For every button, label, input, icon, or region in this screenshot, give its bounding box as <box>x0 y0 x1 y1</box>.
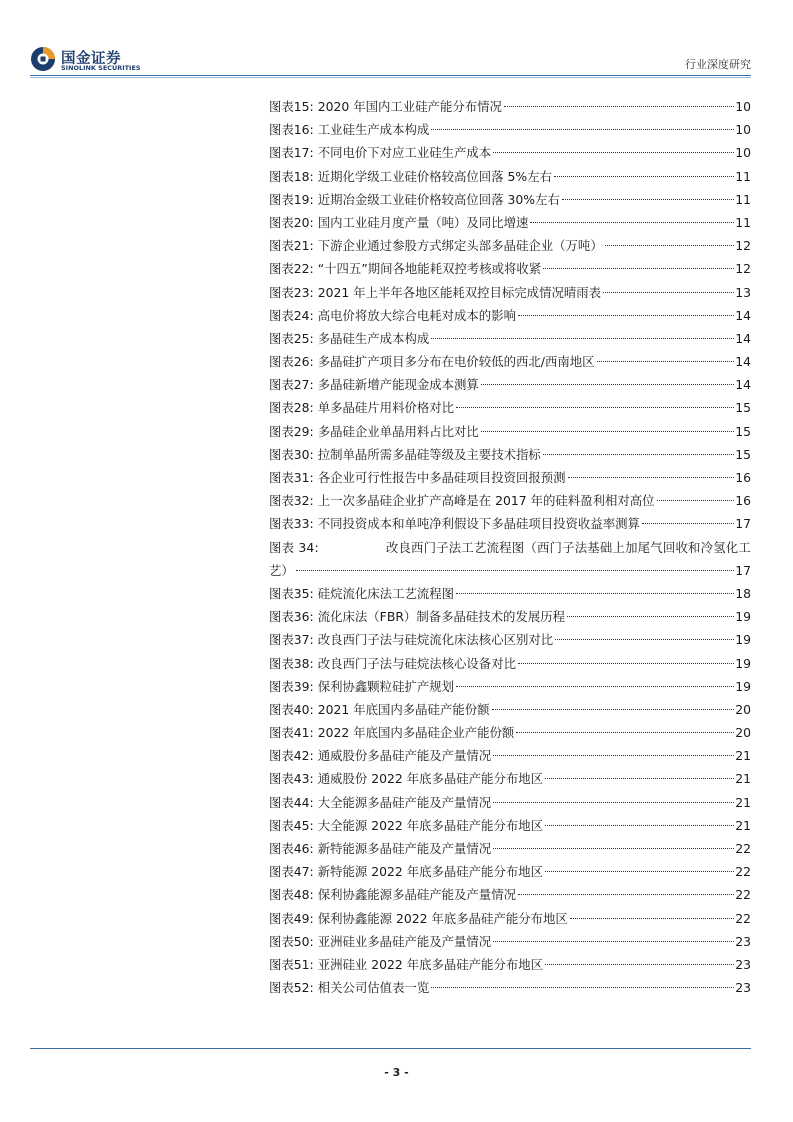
header-divider <box>30 75 751 76</box>
toc-entry[interactable] <box>269 420 751 443</box>
toc-entry-number: 图表46: <box>269 841 314 857</box>
toc-entry-title: 大全能源多晶硅产能及产量情况 <box>317 794 492 810</box>
logo-chinese-name: 国金证券 <box>61 51 121 67</box>
toc-entry[interactable] <box>269 489 751 512</box>
toc-entry-number: 图表38: <box>269 655 314 671</box>
toc-entry-title: 国内工业硅月度产量（吨）及同比增速 <box>317 214 529 230</box>
toc-leader-dots <box>567 616 734 617</box>
toc-entry[interactable] <box>269 976 751 999</box>
toc-leader-dots <box>605 245 735 246</box>
toc-entry[interactable] <box>269 953 751 976</box>
company-logo <box>30 46 148 74</box>
toc-entry-number: 图表43: <box>269 771 314 787</box>
toc-entry-title: 不同电价下对应工业硅生产成本 <box>317 145 492 161</box>
toc-entry[interactable] <box>269 698 751 721</box>
toc-leader-dots <box>597 361 735 362</box>
toc-entry-page: 21 <box>735 748 751 764</box>
toc-entry-page: 22 <box>735 864 751 880</box>
toc-entry-number: 图表41: <box>269 725 314 741</box>
toc-entry-title: 流化床法（FBR）制备多晶硅技术的发展历程 <box>317 609 566 625</box>
toc-entry-wrapped[interactable] <box>269 536 751 582</box>
page-number: - 3 - <box>384 1066 409 1079</box>
toc-entry[interactable] <box>269 304 751 327</box>
toc-entry-page: 22 <box>735 910 751 926</box>
toc-entry-title: 各企业可行性报告中多晶硅项目投资回报预测 <box>317 470 566 485</box>
toc-entry-page: 14 <box>735 307 751 323</box>
toc-leader-dots <box>568 477 735 478</box>
toc-entry-page: 16 <box>735 493 751 509</box>
toc-entry-title: 亚洲硅业 2022 年底多晶硅产能分布地区 <box>317 956 544 972</box>
toc-entry[interactable] <box>269 721 751 744</box>
toc-entry-page: 14 <box>735 354 751 370</box>
toc-entry[interactable] <box>269 860 751 883</box>
toc-entry-number: 图表49: <box>269 910 314 926</box>
toc-leader-dots <box>493 941 734 942</box>
toc-entry-title: 新特能源多晶硅产能及产量情况 <box>317 841 492 857</box>
toc-leader-dots <box>492 709 735 710</box>
toc-leader-dots <box>493 152 734 153</box>
toc-leader-dots <box>545 871 734 872</box>
toc-entry-page: 23 <box>735 980 751 996</box>
toc-entry[interactable] <box>269 675 751 698</box>
toc-entry[interactable] <box>269 373 751 396</box>
logo-english-name: SINOLINK SECURITIES <box>61 64 141 72</box>
toc-entry[interactable] <box>269 141 751 164</box>
toc-entry[interactable] <box>269 211 751 234</box>
toc-leader-dots <box>657 500 735 501</box>
toc-entry-page: 10 <box>735 122 751 138</box>
toc-entry-page: 22 <box>735 887 751 903</box>
toc-entry-page: 11 <box>735 214 751 230</box>
toc-entry-page: 10 <box>735 99 751 114</box>
toc-entry-page: 21 <box>735 771 751 787</box>
toc-entry-number: 图表27: <box>269 377 314 393</box>
toc-entry-number: 图表22: <box>269 261 314 277</box>
footer-divider <box>30 1048 751 1049</box>
toc-entry[interactable] <box>269 512 751 535</box>
toc-entry-number: 图表30: <box>269 446 314 462</box>
toc-entry-title: 不同投资成本和单吨净利假设下多晶硅项目投资收益率测算 <box>317 516 640 532</box>
toc-leader-dots <box>504 106 734 107</box>
header-divider-thin <box>30 77 751 78</box>
toc-leader-dots <box>431 987 734 988</box>
toc-entry-title: 大全能源 2022 年底多晶硅产能分布地区 <box>317 817 544 833</box>
toc-entry[interactable] <box>269 443 751 466</box>
toc-entry-title: 保利协鑫颗粒硅扩产规划 <box>317 678 455 694</box>
toc-entry-page: 11 <box>735 168 751 184</box>
toc-leader-dots <box>545 778 734 779</box>
toc-entry-number: 图表31: <box>269 470 314 485</box>
toc-entry-number: 图表52: <box>269 980 314 996</box>
toc-entry[interactable] <box>269 628 751 651</box>
toc-entry[interactable] <box>269 767 751 790</box>
toc-entry-number: 图表47: <box>269 864 314 880</box>
toc-entry-number: 图表29: <box>269 423 314 439</box>
toc-entry[interactable] <box>269 466 751 489</box>
toc-entry-number: 图表25: <box>269 330 314 346</box>
toc-entry-page: 12 <box>735 261 751 277</box>
toc-entry-page: 22 <box>735 841 751 857</box>
toc-leader-dots <box>481 431 734 432</box>
toc-leader-dots <box>562 199 734 200</box>
toc-entry-title: 改良西门子法与硅烷流化床法核心区别对比 <box>317 632 554 648</box>
toc-entry-number: 图表42: <box>269 748 314 764</box>
toc-entry-page: 16 <box>735 470 751 485</box>
toc-entry-number: 图表18: <box>269 168 314 184</box>
sinolink-logo-icon <box>30 46 56 72</box>
toc-leader-dots <box>642 523 734 524</box>
toc-leader-dots <box>431 129 734 130</box>
toc-leader-dots <box>530 222 734 223</box>
toc-entry-number: 图表16: <box>269 122 314 138</box>
toc-entry[interactable] <box>269 582 751 605</box>
toc-entry-page: 15 <box>735 446 751 462</box>
toc-entry-number: 图表28: <box>269 400 314 416</box>
toc-entry[interactable] <box>269 907 751 930</box>
toc-entry-number: 图表 34: <box>269 539 319 555</box>
toc-leader-dots <box>555 639 734 640</box>
toc-entry-page: 14 <box>735 330 751 346</box>
toc-entry[interactable] <box>269 883 751 906</box>
toc-entry-title: 2022 年底国内多晶硅企业产能份额 <box>317 725 515 741</box>
toc-entry-number: 图表39: <box>269 678 314 694</box>
toc-entry[interactable] <box>269 350 751 373</box>
toc-entry-page: 19 <box>735 655 751 671</box>
toc-entry-number: 图表44: <box>269 794 314 810</box>
toc-entry-title: 多晶硅企业单晶用料占比对比 <box>317 423 479 439</box>
toc-entry[interactable] <box>269 327 751 350</box>
toc-entry[interactable] <box>269 837 751 860</box>
toc-entry-number: 图表51: <box>269 956 314 972</box>
toc-entry-title: 通威股份多晶硅产能及产量情况 <box>317 748 492 764</box>
toc-entry-title: 硅烷流化床法工艺流程图 <box>317 585 455 601</box>
toc-entry-title: 相关公司估值表一览 <box>317 980 430 996</box>
toc-leader-dots <box>456 593 734 594</box>
toc-entry-page: 15 <box>735 400 751 416</box>
toc-entry-title: 多晶硅生产成本构成 <box>317 330 430 346</box>
report-type-label: 行业深度研究 <box>685 58 751 71</box>
toc-entry-title: 高电价将放大综合电耗对成本的影响 <box>317 307 516 323</box>
toc-entry-number: 图表21: <box>269 238 314 254</box>
toc-list-part-1 <box>269 95 751 536</box>
toc-entry-second-line <box>269 559 751 582</box>
toc-entry-number: 图表37: <box>269 632 314 648</box>
toc-list-part-2 <box>269 582 751 999</box>
table-of-figures <box>269 95 751 999</box>
toc-entry-page: 11 <box>735 191 751 207</box>
toc-leader-dots <box>493 755 734 756</box>
toc-entry-page: 14 <box>735 377 751 393</box>
toc-entry-first-line <box>269 536 751 559</box>
toc-entry-title: 下游企业通过参股方式绑定头部多晶硅企业（万吨） <box>317 238 603 254</box>
toc-entry-number: 图表45: <box>269 817 314 833</box>
toc-entry-page: 19 <box>735 632 751 648</box>
toc-entry[interactable] <box>269 95 751 118</box>
toc-entry-page: 10 <box>735 145 751 161</box>
toc-entry-number: 图表36: <box>269 609 314 625</box>
toc-entry[interactable] <box>269 118 751 141</box>
toc-entry[interactable] <box>269 234 751 257</box>
toc-entry-page: 21 <box>735 794 751 810</box>
toc-entry[interactable] <box>269 281 751 304</box>
page-header <box>0 0 793 80</box>
toc-leader-dots <box>431 338 734 339</box>
toc-entry-title: 保利协鑫能源多晶硅产能及产量情况 <box>317 887 516 903</box>
toc-leader-dots <box>516 732 734 733</box>
toc-entry[interactable] <box>269 791 751 814</box>
toc-entry[interactable] <box>269 814 751 837</box>
toc-entry-title: “十四五”期间各地能耗双控考核或将收紧 <box>317 261 542 277</box>
toc-entry[interactable] <box>269 257 751 280</box>
toc-entry-number: 图表26: <box>269 354 314 370</box>
toc-entry-page: 19 <box>735 609 751 625</box>
toc-entry-page: 18 <box>735 585 751 601</box>
toc-entry[interactable] <box>269 605 751 628</box>
toc-entry-number: 图表40: <box>269 701 314 717</box>
toc-leader-dots <box>456 686 734 687</box>
toc-entry-page: 23 <box>735 933 751 949</box>
toc-entry-page: 21 <box>735 817 751 833</box>
toc-entry-title-line1: 改良西门子法工艺流程图（西门子法基础上加尾气回收和冷氢化工 <box>385 539 751 555</box>
toc-entry-page: 23 <box>735 956 751 972</box>
toc-entry[interactable] <box>269 652 751 675</box>
toc-leader-dots <box>543 268 734 269</box>
toc-leader-dots <box>545 825 734 826</box>
toc-entry-title-line2: 艺） <box>269 562 294 578</box>
toc-entry-number: 图表17: <box>269 145 314 161</box>
toc-entry-page: 15 <box>735 423 751 439</box>
toc-entry-number: 图表32: <box>269 493 314 509</box>
toc-entry-title: 上一次多晶硅企业扩产高峰是在 2017 年的硅料盈利相对高位 <box>317 493 655 509</box>
toc-entry-title: 保利协鑫能源 2022 年底多晶硅产能分布地区 <box>317 910 568 926</box>
toc-entry-number: 图表15: <box>269 99 314 114</box>
toc-leader-dots <box>493 848 734 849</box>
toc-entry-title: 多晶硅新增产能现金成本测算 <box>317 377 479 393</box>
toc-leader-dots <box>545 964 734 965</box>
toc-entry-number: 图表50: <box>269 933 314 949</box>
toc-entry-number: 图表24: <box>269 307 314 323</box>
toc-leader-dots <box>296 570 734 571</box>
toc-entry-title: 新特能源 2022 年底多晶硅产能分布地区 <box>317 864 544 880</box>
toc-entry-title: 2020 年国内工业硅产能分布情况 <box>317 99 502 114</box>
toc-entry-title: 拉制单晶所需多晶硅等级及主要技术指标 <box>317 446 541 462</box>
toc-entry-title: 近期化学级工业硅价格较高位回落 5%左右 <box>317 168 552 184</box>
toc-leader-dots <box>603 292 734 293</box>
toc-entry-title: 2021 年底国内多晶硅产能份额 <box>317 701 490 717</box>
toc-entry-page: 20 <box>735 725 751 741</box>
toc-leader-dots <box>493 802 734 803</box>
toc-entry-title: 单多晶硅片用料价格对比 <box>317 400 455 416</box>
toc-entry[interactable] <box>269 930 751 953</box>
toc-leader-dots <box>481 384 734 385</box>
toc-leader-dots <box>456 407 734 408</box>
toc-entry-page: 20 <box>735 701 751 717</box>
toc-entry[interactable] <box>269 165 751 188</box>
toc-entry-page: 13 <box>735 284 751 300</box>
toc-entry-page: 17 <box>735 516 751 532</box>
toc-leader-dots <box>518 315 734 316</box>
toc-entry-page: 19 <box>735 678 751 694</box>
toc-entry-number: 图表20: <box>269 214 314 230</box>
toc-entry-number: 图表48: <box>269 887 314 903</box>
toc-entry-title: 亚洲硅业多晶硅产能及产量情况 <box>317 933 492 949</box>
toc-entry-number: 图表19: <box>269 191 314 207</box>
toc-entry-number: 图表35: <box>269 585 314 601</box>
toc-entry-page: 12 <box>735 238 751 254</box>
toc-entry-number: 图表33: <box>269 516 314 532</box>
toc-entry-title: 工业硅生产成本构成 <box>317 122 430 138</box>
toc-entry[interactable] <box>269 744 751 767</box>
toc-entry-title: 改良西门子法与硅烷法核心设备对比 <box>317 655 516 671</box>
toc-entry-title: 通威股份 2022 年底多晶硅产能分布地区 <box>317 771 544 787</box>
toc-entry-page: 17 <box>735 562 751 578</box>
toc-leader-dots <box>543 454 734 455</box>
toc-entry-title: 2021 年上半年各地区能耗双控目标完成情况晴雨表 <box>317 284 602 300</box>
toc-leader-dots <box>518 663 734 664</box>
toc-leader-dots <box>554 176 734 177</box>
toc-leader-dots <box>570 918 734 919</box>
toc-entry-number: 图表23: <box>269 284 314 300</box>
toc-entry[interactable] <box>269 188 751 211</box>
toc-leader-dots <box>518 894 734 895</box>
toc-entry-title: 多晶硅扩产项目多分布在电价较低的西北/西南地区 <box>317 354 595 370</box>
toc-entry-title: 近期冶金级工业硅价格较高位回落 30%左右 <box>317 191 560 207</box>
toc-entry[interactable] <box>269 396 751 419</box>
